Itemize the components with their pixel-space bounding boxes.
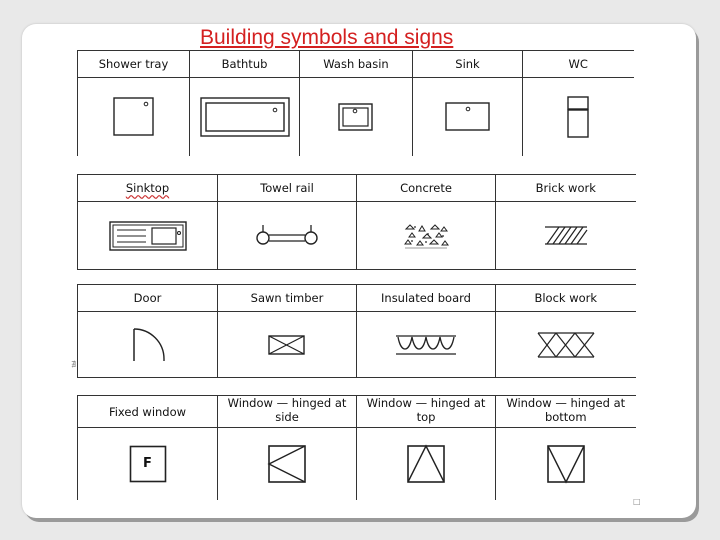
cell-insulated-board [357,312,496,378]
label-door: Door [78,285,218,312]
fixed-window-icon [129,445,167,483]
cell-door [78,312,218,378]
window-hinged-side-icon [267,444,307,484]
cell-fixed-window [78,428,218,500]
symbols-table-1 [77,50,634,156]
cell-concrete [357,202,496,270]
insulated-board-icon [394,333,458,357]
symbols-table-2 [77,174,636,270]
label-bathtub: Bathtub [190,51,300,78]
cell-sinktop [78,202,218,270]
cell-block-work [496,312,636,378]
label-window-hinged-bottom: Window — hinged at bottom [496,396,636,428]
cell-sink [413,78,523,156]
window-hinged-bottom-icon [546,444,586,484]
slide-title: Building symbols and signs [200,26,454,49]
label-window-hinged-top: Window — hinged at top [357,396,496,428]
window-hinged-top-icon [406,444,446,484]
label-window-hinged-side: Window — hinged at side [218,396,357,428]
door-swing-icon [128,327,168,363]
cell-towel-rail [218,202,357,270]
brick-work-hatch-icon [543,224,589,248]
cell-sawn-timber [218,312,357,378]
anchor-mark: ∄ [71,360,77,369]
cell-window-hinged-bottom [496,428,636,500]
label-shower-tray: Shower tray [78,51,190,78]
sawn-timber-icon [267,334,307,356]
cell-bathtub [190,78,300,156]
label-fixed-window: Fixed window [78,396,218,428]
cell-window-hinged-top [357,428,496,500]
sinktop-icon [108,220,188,252]
label-towel-rail: Towel rail [218,175,357,202]
label-concrete: Concrete [357,175,496,202]
cell-wash-basin [300,78,413,156]
corner-mark: □ [633,497,641,506]
fixed-window-letter: F [143,455,152,471]
label-insulated-board: Insulated board [357,285,496,312]
label-wc: WC [523,51,634,78]
label-sink: Sink [413,51,523,78]
concrete-hatch-icon [403,223,449,249]
label-sinktop: Sinktop [78,175,218,202]
bathtub-icon [199,96,291,138]
symbols-table-3 [77,284,636,378]
label-brick-work: Brick work [496,175,636,202]
wash-basin-icon [337,102,375,132]
cell-shower-tray [78,78,190,156]
symbols-table-4 [77,395,636,500]
cell-window-hinged-side [218,428,357,500]
label-block-work: Block work [496,285,636,312]
shower-tray-icon [112,96,156,138]
cell-brick-work [496,202,636,270]
towel-rail-icon [254,221,320,251]
sink-icon [444,101,492,133]
wc-icon [565,95,591,139]
cell-wc [523,78,634,156]
block-work-hatch-icon [536,330,596,360]
label-sawn-timber: Sawn timber [218,285,357,312]
label-wash-basin: Wash basin [300,51,413,78]
